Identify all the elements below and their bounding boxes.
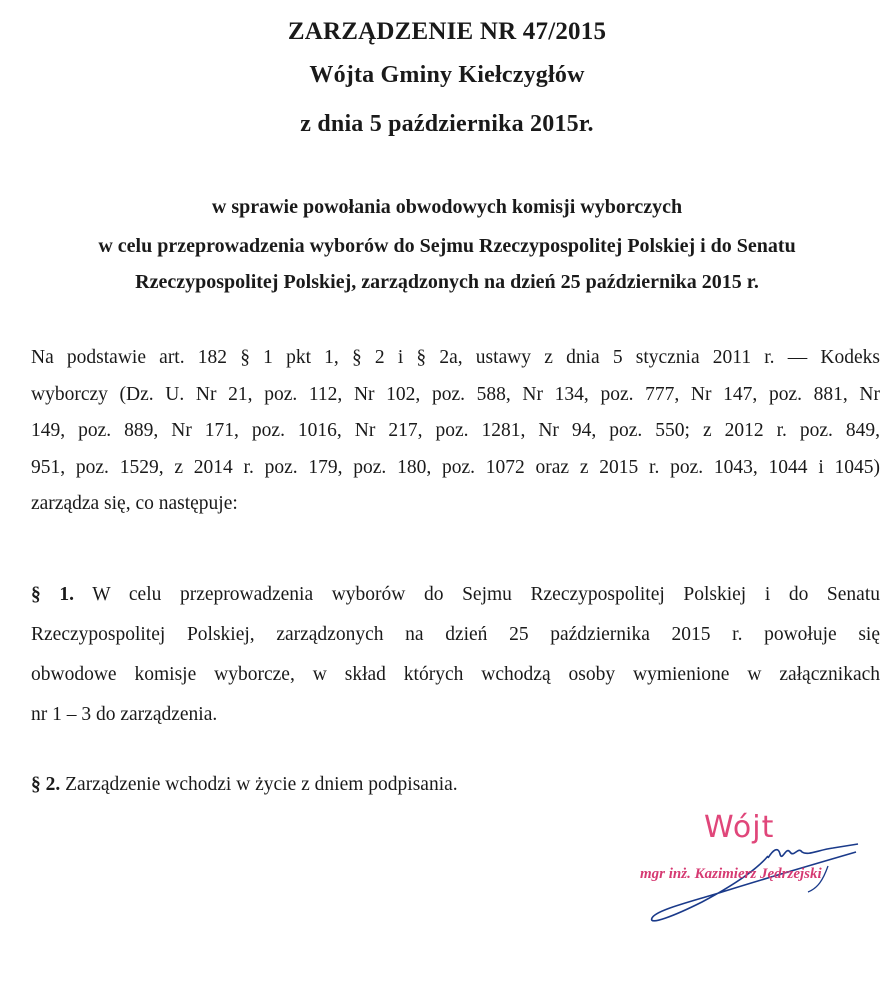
section-1-line: Rzeczypospolitej Polskiej, zarządzonych na dzień 25 października 2015 r. powołuje się — [31, 624, 880, 645]
legal-basis-line: zarządza się, co następuje: — [31, 493, 238, 514]
subject-line: w celu przeprowadzenia wyborów do Sejmu Rzeczypospolitej Polskiej i do Senatu — [98, 235, 796, 257]
document-issuer: Wójta Gminy Kiełczygłów — [309, 62, 585, 88]
legal-basis-line: Na podstawie art. 182 § 1 pkt 1, § 2 i § 2a, ustawy z dnia 5 stycznia 2011 r. — Kodeks — [31, 347, 880, 368]
section-2-mark: § 2. — [31, 774, 61, 795]
stamp-title: Wójt — [704, 810, 775, 845]
document-date: z dnia 5 października 2015r. — [300, 111, 594, 137]
subject-line: w sprawie powołania obwodowych komisji wyborczych — [211, 196, 683, 218]
section-1-text: W celu przeprowadzenia wyborów do Sejmu Rzeczypospolitej Polskiej i do Senatu — [73, 584, 881, 605]
stamp-name: mgr inż. Kazimierz Jędrzejski — [640, 866, 822, 882]
section-1-line: obwodowe komisje wyborcze, w skład których wchodzą osoby wymienione w załącznikach — [31, 664, 880, 685]
section-1-line: nr 1 – 3 do zarządzenia. — [31, 704, 218, 725]
legal-basis-paragraph — [31, 340, 880, 523]
section-2-line — [31, 767, 880, 804]
legal-basis-line: wyborczy (Dz. U. Nr 21, poz. 112, Nr 102, poz. 588, Nr 134, poz. 777, Nr 147, poz. 881, Nr — [31, 383, 880, 405]
subject-line: Rzeczypospolitej Polskiej, zarządzonych na dzień 25 października 2015 r. — [135, 271, 759, 293]
section-1-paragraph — [31, 575, 880, 735]
legal-basis-line: 951, poz. 1529, z 2014 r. poz. 179, poz. 180, poz. 1072 oraz z 2015 r. poz. 1043, 1044 i 1045) — [31, 456, 880, 478]
document-title: ZARZĄDZENIE NR 47/2015 — [287, 18, 607, 45]
signature-stamp — [618, 810, 878, 940]
legal-basis-line: 149, poz. 889, Nr 171, poz. 1016, Nr 217, poz. 1281, Nr 94, poz. 550; z 2012 r. poz. 849, — [31, 420, 880, 441]
section-1-mark: § 1. — [31, 584, 74, 605]
section-2-text: Zarządzenie wchodzi w życie z dniem podpisania. — [60, 774, 458, 795]
section-2-paragraph — [31, 767, 880, 804]
section-1-first-line — [31, 575, 880, 615]
